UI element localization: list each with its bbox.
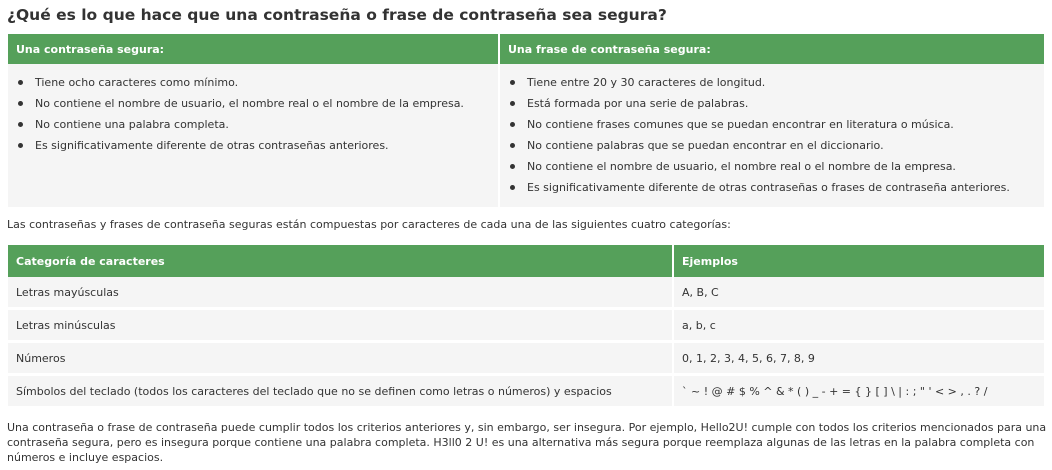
examples-cell: a, b, c <box>673 309 1044 342</box>
strong-password-cell <box>8 64 499 207</box>
list-item: No contiene palabras que se puedan encontrar en el diccionario. <box>508 135 1044 156</box>
list-item: No contiene una palabra completa. <box>16 114 498 135</box>
list-item: No contiene frases comunes que se puedan encontrar en literatura o música. <box>508 114 1044 135</box>
category-cell: Letras mayúsculas <box>8 277 673 309</box>
list-item: Tiene ocho caracteres como mínimo. <box>16 72 498 93</box>
intro-paragraph: Las contraseñas y frases de contraseña seguras están compuestas por caracteres de cada una de las siguientes cuatro categorías: <box>7 218 731 231</box>
table-row <box>8 277 1044 309</box>
category-cell: Letras minúsculas <box>8 309 673 342</box>
category-cell: Números <box>8 342 673 375</box>
examples-cell: 0, 1, 2, 3, 4, 5, 6, 7, 8, 9 <box>673 342 1044 375</box>
character-categories-table <box>8 245 1044 409</box>
strong-password-list <box>16 72 498 156</box>
category-header: Categoría de caracteres <box>8 245 673 277</box>
strong-password-header: Una contraseña segura: <box>8 34 499 64</box>
list-item: Es significativamente diferente de otras contraseñas anteriores. <box>16 135 498 156</box>
table-row <box>8 375 1044 408</box>
category-cell: Símbolos del teclado (todos los caracteres del teclado que no se definen como letras o números) y espacios <box>8 375 673 408</box>
examples-cell: ` ~ ! @ # $ % ^ & * ( ) _ - + = { } [ ] \ | : ; " ' < > , . ? / <box>673 375 1044 408</box>
list-item: No contiene el nombre de usuario, el nombre real o el nombre de la empresa. <box>16 93 498 114</box>
table-row <box>8 342 1044 375</box>
strong-passphrase-cell <box>499 64 1044 207</box>
examples-cell: A, B, C <box>673 277 1044 309</box>
strong-passphrase-list <box>508 72 1044 198</box>
list-item: Tiene entre 20 y 30 caracteres de longitud. <box>508 72 1044 93</box>
password-requirements-table <box>8 34 1044 207</box>
list-item: Está formada por una serie de palabras. <box>508 93 1044 114</box>
strong-passphrase-header: Una frase de contraseña segura: <box>499 34 1044 64</box>
page-title: ¿Qué es lo que hace que una contraseña o frase de contraseña sea segura? <box>7 6 667 24</box>
list-item: No contiene el nombre de usuario, el nombre real o el nombre de la empresa. <box>508 156 1044 177</box>
outro-paragraph: Una contraseña o frase de contraseña puede cumplir todos los criterios anteriores y, sin embargo, ser insegura. Por ejemplo, Hello2U! cumple con todos los criterios mencionados para una contraseña segura, pero es insegura porque contiene una palabra completa. H3ll0 2 U! es una alternativa más segura porque reemplaza algunas de las letras en la palabra completa con números e incluye espacios. <box>7 421 1047 464</box>
table-row <box>8 309 1044 342</box>
list-item: Es significativamente diferente de otras contraseñas o frases de contraseña anteriores. <box>508 177 1044 198</box>
examples-header: Ejemplos <box>673 245 1044 277</box>
